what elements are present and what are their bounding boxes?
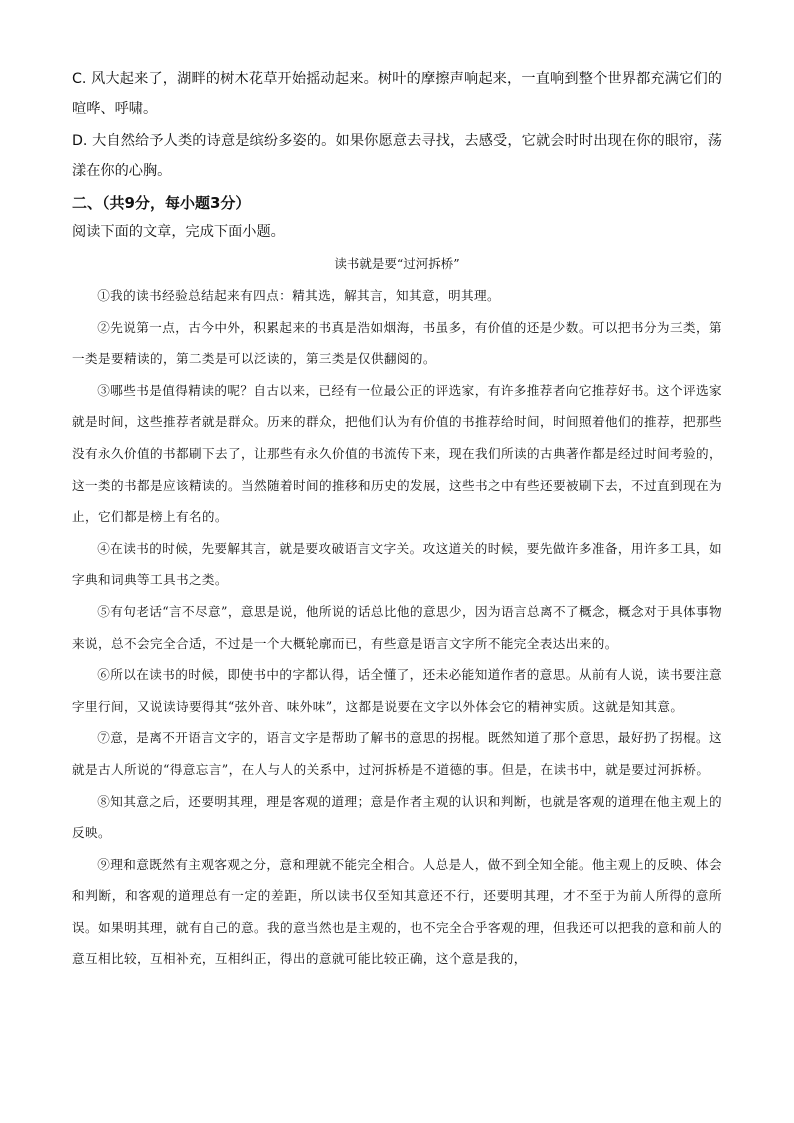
article-paragraph-7: ⑦意，是离不开语言文字的，语言文字是帮助了解书的意思的拐棍。既然知道了那个意思，最好扔了拐棍。这就是古人所说的“得意忘言”，在人与人的关系中，过河拆桥是不道德的事。但是，在读书中，就是要过河拆桥。 [72,730,722,777]
article-paragraph-4: ④在读书的时候，先要解其言，就是要攻破语言文字关。攻这道关的时候，要先做许多准备，用许多工具，如字典和词典等工具书之类。 [72,540,722,588]
article-paragraph-6: ⑥所以在读书的时候，即使书中的字都认得，话全懂了，还未必能知道作者的意思。从前有人说，读书要注意字里行间，又说读诗要得其“弦外音、味外味”，这都是说要在文字以外体会它的精神实质。这就是知其意。 [72,667,722,714]
article-paragraph-5: ⑤有句老话“言不尽意”，意思是说，他所说的话总比他的意思少，因为语言总离不了概念，概念对于具体事物来说，总不会完全合适，不过是一个大概轮廓而已，有些意是语言文字所不能完全表达出来的。 [72,603,722,651]
article-paragraph-8: ⑧知其意之后，还要明其理，理是客观的道理；意是作者主观的认识和判断，也就是客观的道理在他主观上的反映。 [72,793,722,841]
article-title: 读书就是要“过河拆桥” [334,256,460,271]
article-paragraph-3: ③哪些书是值得精读的呢？自古以来，已经有一位最公正的评选家，有许多推荐者向它推荐好书。这个评选家就是时间，这些推荐者就是群众。历来的群众，把他们认为有价值的书推荐给时间，时间照着他们的推荐，把那些没有永久价值的书都刷下去了，让那些有永久价值的书流传下来，现在我们所读的古典著作都是经过时间考验的，这一类的书都是应该精读的。当然随着时间的推移和历史的发展，这些书之中有些还要被刷下去，不过直到现在为止，它们都是榜上有名的。 [72,382,722,525]
option-d: D. 大自然给予人类的诗意是缤纷多姿的。如果你愿意去寻找，去感受，它就会时时出现在你的眼帘，荡漾在你的心胸。 [72,133,722,179]
section-instruction: 阅读下面的文章，完成下面小题。 [72,224,285,240]
section-heading: 二、（共9分，每小题3分） [72,194,251,212]
option-c: C. 风大起来了，湖畔的树木花草开始摇动起来。树叶的摩擦声响起来，一直响到整个世界都充满它们的喧哗、呼啸。 [72,71,722,117]
article-body [72,280,722,975]
article-paragraph-1: ①我的读书经验总结起来有四点：精其选，解其言，知其意，明其理。 [97,288,500,303]
article-paragraph-2: ②先说第一点，古今中外，积累起来的书真是浩如烟海，书虽多，有价值的还是少数。可以把书分为三类，第一类是要精读的，第二类是可以泛读的，第三类是仅供翻阅的。 [72,319,722,367]
article-paragraph-9: ⑨理和意既然有主观客观之分，意和理就不能完全相合。人总是人，做不到全知全能。他主观上的反映、体会和判断，和客观的道理总有一定的差距，所以读书仅至知其意还不行，还要明其理，才不至于为前人所得的意所误。如果明其理，就有自己的意。我的意当然也是主观的，也不完全合乎客观的理，但我还可以把我的意和前人的意互相比较，互相补充，互相纠正，得出的意就可能比较正确，这个意是我的， [72,856,722,967]
